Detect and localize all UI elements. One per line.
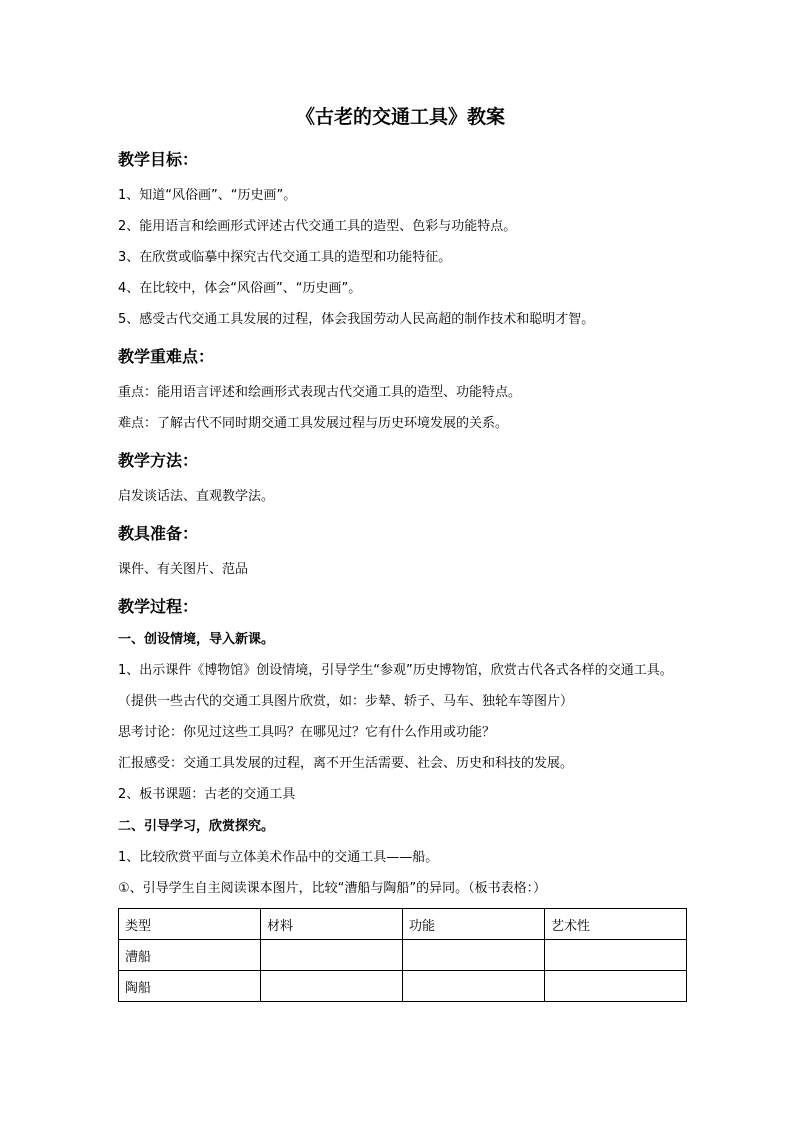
process-part2-title: 二、引导学习，欣赏探究。: [118, 819, 275, 834]
process-paragraph: 1、比较欣赏平面与立体美术作品中的交通工具——船。: [118, 850, 439, 865]
methods-text: 启发谈话法、直观教学法。: [118, 489, 275, 504]
table-cell: 陶船: [119, 971, 261, 1002]
goal-item: 3、在欣赏或临摹中探究古代交通工具的造型和功能特征。: [118, 250, 452, 265]
goals-heading: 教学目标：: [118, 150, 199, 169]
process-part1-title: 一、创设情境，导入新课。: [118, 632, 275, 647]
table-row: [119, 971, 687, 1002]
document-title: 《古老的交通工具》教案: [295, 106, 505, 128]
table-cell: [403, 940, 545, 971]
goal-item: 5、感受古代交通工具发展的过程，体会我国劳动人民高超的制作技术和聪明才智。: [118, 312, 595, 327]
table-header-cell: 艺术性: [545, 909, 687, 940]
table-cell: [545, 940, 687, 971]
methods-heading: 教学方法：: [118, 451, 199, 470]
process-paragraph: 1、出示课件《博物馆》创设情境，引导学生“参观”历史博物馆，欣赏古代各式各样的交通工具。（提供一些古代的交通工具图片欣赏，如：步辇、轿子、马车、独轮车等图片）: [118, 663, 673, 709]
keypoint-item: 难点：了解古代不同时期交通工具发展过程与历史环境发展的关系。: [118, 416, 509, 431]
process-heading: 教学过程：: [118, 597, 199, 616]
process-paragraph: 2、板书课题：古老的交通工具: [118, 787, 296, 802]
table-cell: [261, 971, 403, 1002]
keypoint-item: 重点：能用语言评述和绘画形式表现古代交通工具的造型、功能特点。: [118, 385, 522, 400]
document-body: [118, 100, 683, 1002]
table-header-cell: 材料: [261, 909, 403, 940]
process-paragraph: 汇报感受：交通工具发展的过程，离不开生活需要、社会、历史和科技的发展。: [118, 756, 574, 771]
keypoints-heading: 教学重难点：: [118, 347, 215, 366]
table-cell: 漕船: [119, 940, 261, 971]
goal-item: 1、知道“风俗画”、“历史画”。: [118, 188, 297, 203]
comparison-table: [118, 908, 687, 1002]
tools-text: 课件、有关图片、范品: [118, 562, 249, 577]
table-cell: [403, 971, 545, 1002]
table-header-cell: 类型: [119, 909, 261, 940]
table-header-cell: 功能: [403, 909, 545, 940]
process-paragraph: 思考讨论：你见过这些工具吗？在哪见过？它有什么作用或功能？: [118, 725, 496, 740]
table-row: [119, 940, 687, 971]
table-cell: [545, 971, 687, 1002]
goal-item: 2、能用语言和绘画形式评述古代交通工具的造型、色彩与功能特点。: [118, 219, 517, 234]
tools-heading: 教具准备：: [118, 524, 199, 543]
table-header-row: [119, 909, 687, 940]
process-paragraph: ①、引导学生自主阅读课本图片，比较“漕船与陶船”的异同。（板书表格：）: [118, 881, 547, 896]
table-cell: [261, 940, 403, 971]
goal-item: 4、在比较中，体会“风俗画”、“历史画”。: [118, 281, 362, 296]
